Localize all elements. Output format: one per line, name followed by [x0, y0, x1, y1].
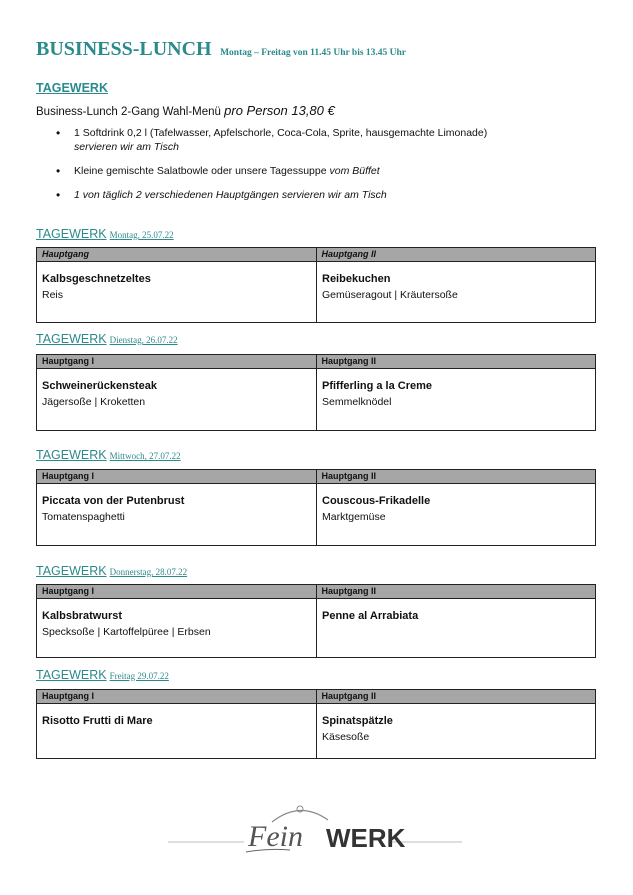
- offer-text: Business-Lunch 2-Gang Wahl-Menü: [36, 106, 221, 118]
- day-table-thursday: [36, 584, 596, 658]
- main-course-2: Reibekuchen Gemüseragout | Kräutersoße: [316, 262, 595, 322]
- offer-line: [36, 103, 335, 118]
- day-title-monday: TAGEWERK Montag, 25.07.22: [36, 227, 174, 241]
- offer-bullet-list: [36, 126, 596, 212]
- table-header: Hauptgang I Hauptgang II: [37, 690, 595, 704]
- main-course-1: Risotto Frutti di Mare: [42, 715, 153, 727]
- main-course-2: Penne al Arrabiata: [316, 599, 595, 657]
- list-item: • Kleine gemischte Salatbowle oder unsere Tagessuppe vom Büffet: [36, 164, 596, 178]
- main-course-1: Kalbsgeschnetzeltes Reis: [42, 273, 151, 301]
- main-course-2: Pfifferling a la Creme Semmelknödel: [316, 369, 595, 430]
- main-course-1: Schweinerückensteak Jägersoße | Kroketten: [42, 380, 157, 408]
- table-header: Hauptgang I Hauptgang II: [37, 585, 595, 599]
- table-header: Hauptgang I Hauptgang II: [37, 470, 595, 484]
- logo-script-text: Fein: [248, 820, 303, 853]
- main-course-2: Couscous-Frikadelle Marktgemüse: [316, 484, 595, 545]
- main-course-1: Piccata von der Putenbrust Tomatenspaghetti: [42, 495, 185, 523]
- logo-bold-text: WERK: [326, 823, 406, 853]
- day-table-tuesday: [36, 354, 596, 431]
- day-title-wednesday: TAGEWERK Mittwoch, 27.07.22: [36, 448, 181, 462]
- day-title-friday: TAGEWERK Freitag 29.07.22: [36, 668, 169, 682]
- offer-price: pro Person 13,80 €: [224, 103, 335, 118]
- main-course-2: Spinatspätzle Käsesoße: [316, 704, 595, 758]
- list-item: • 1 Softdrink 0,2 l (Tafelwasser, Apfelschorle, Coca-Cola, Sprite, hausgemachte Limonade) servieren wir am Tisch: [36, 126, 596, 154]
- day-table-monday: [36, 247, 596, 323]
- table-header: Hauptgang I Hauptgang II: [37, 355, 595, 369]
- title-subtitle: Montag – Freitag von 11.45 Uhr bis 13.45 Uhr: [220, 48, 407, 58]
- day-table-friday: [36, 689, 596, 759]
- day-table-wednesday: [36, 469, 596, 546]
- page-title: [36, 38, 406, 61]
- cloche-icon: [0, 800, 633, 860]
- title-main: BUSINESS-LUNCH: [36, 38, 212, 60]
- feinwerk-logo: [0, 800, 633, 860]
- intro-section-title: TAGEWERK: [36, 81, 108, 95]
- main-course-1: Kalbsbratwurst Specksoße | Kartoffelpüree | Erbsen: [42, 610, 211, 638]
- list-item: • 1 von täglich 2 verschiedenen Hauptgängen servieren wir am Tisch: [36, 188, 596, 202]
- table-header: Hauptgang Hauptgang II: [37, 248, 595, 262]
- day-title-tuesday: TAGEWERK Dienstag, 26.07.22: [36, 332, 178, 346]
- day-title-thursday: TAGEWERK Donnerstag, 28.07.22: [36, 564, 188, 578]
